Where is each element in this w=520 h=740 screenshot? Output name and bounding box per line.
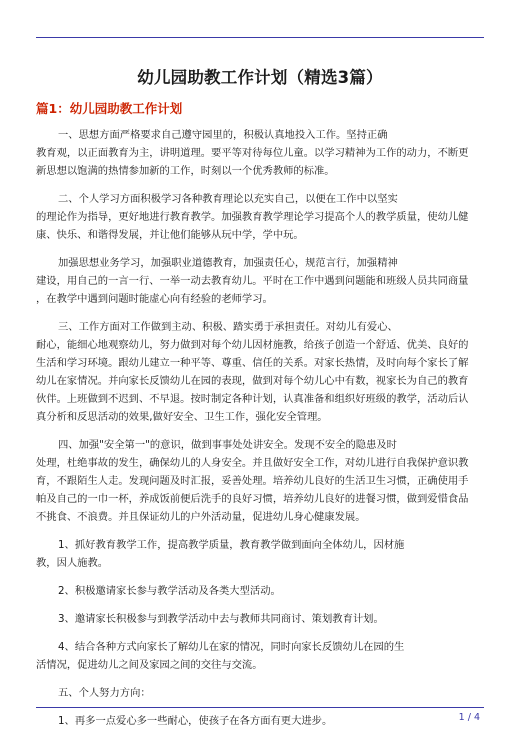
- paragraph: [36, 684, 484, 702]
- paragraph-line: 耐心，能细心地观察幼儿，努力做到对每个幼儿因材施教，给孩子创造一个舒适、优美、良好的: [36, 339, 469, 351]
- paragraph-line: 教育观，以正面教育为主，讲明道理。要平等对待每位儿童。以学习精神为工作的动力，不断更: [36, 147, 469, 159]
- paragraph-line: 育，不跟陌生人走。发现问题及时汇报，妥善处理。培养幼儿良好的生活卫生习惯，正确使用手: [36, 475, 469, 487]
- paragraph-line: 三、工作方面对工作做到主动、积极、踏实勇于承担责任。对幼儿有爱心、: [58, 321, 398, 333]
- paragraph-line: 的理论作为指导，更好地进行教育教学。加强教育教学理论学习提高个人的教学质量，使幼儿健: [36, 211, 469, 223]
- paragraph-line: ，在教学中遇到问题时能虚心向有经验的老师学习。: [36, 293, 273, 305]
- paragraph: [36, 638, 484, 674]
- paragraph-line: 不挑食、不浪费。并且保证幼儿的户外活动量，促进幼儿身心健康发展。: [36, 511, 366, 523]
- paragraph: [36, 536, 484, 572]
- paragraph-line: 伙伴。上班做到不迟到、不早退。按时制定各种计划，认真准备和组织好班级的教学，活动后认: [36, 393, 469, 405]
- paragraph-line: 康、快乐、和谐得发展，并让他们能够从玩中学，学中玩。: [36, 229, 304, 241]
- paragraph: [36, 126, 484, 180]
- paragraph-line: 五、个人努力方向：: [58, 687, 151, 699]
- paragraph-line: 新思想以饱满的热情参加新的工作，时刻以一个优秀教师的标准。: [36, 165, 335, 177]
- paragraph-line: 真分析和反思活动的效果,做好安全、卫生工作，强化安全管理。: [36, 411, 328, 423]
- document-body: [36, 126, 484, 740]
- footer-rule: [36, 707, 484, 708]
- page-number: 1 / 4: [458, 712, 480, 723]
- paragraph: [36, 254, 484, 308]
- paragraph-line: 生活和学习环境。跟幼儿建立一种平等、尊重、信任的关系。对家长热情，及时向每个家长了解: [36, 357, 469, 369]
- paragraph-line: 二、个人学习方面积极学习各种教育理论以充实自己，以便在工作中以坚实: [58, 193, 398, 205]
- paragraph-line: 2、积极邀请家长参与教学活动及各类大型活动。: [58, 585, 281, 597]
- paragraph-line: 处理，杜绝事故的发生，确保幼儿的人身安全。并且做好安全工作，对幼儿进行自我保护意识教: [36, 457, 469, 469]
- paragraph-line: 加强思想业务学习，加强职业道德教育，加强责任心，规范言行，加强精神: [58, 257, 398, 269]
- paragraph-line: 3、邀请家长积极参与到教学活动中去与教师共同商讨、策划教育计划。: [58, 613, 384, 625]
- paragraph: [36, 610, 484, 628]
- paragraph-line: 1、再多一点爱心多一些耐心，使孩子在各方面有更大进步。: [58, 715, 333, 727]
- document-title: 幼儿园助教工作计划（精选3篇）: [137, 68, 383, 87]
- paragraph-line: 幼儿在家情况。并向家长反馈幼儿在园的表现，做到对每个幼儿心中有数，视家长为自己的教育: [36, 375, 469, 387]
- paragraph-line: 4、结合各种方式向家长了解幼儿在家的情况，同时向家长反馈幼儿在园的生: [58, 641, 405, 653]
- paragraph-line: 建设，用自己的一言一行、一举一动去教育幼儿。平时在工作中遇到问题能和班级人员共同商量: [36, 275, 469, 287]
- paragraph-line: 活情况，促进幼儿之间及家园之间的交往与交流。: [36, 659, 263, 671]
- header-rule: [36, 37, 484, 38]
- paragraph-line: 四、加强"安全第一"的意识，做到事事处处讲安全。发现不安全的隐患及时: [58, 439, 397, 451]
- paragraph-line: 教，因人施教。: [36, 557, 109, 569]
- paragraph: [36, 582, 484, 600]
- paragraph: [36, 436, 484, 526]
- paragraph-line: 1、抓好教育教学工作，提高教学质量，教育教学做到面向全体幼儿，因材施: [58, 539, 405, 551]
- paragraph: [36, 712, 484, 730]
- section-heading: 篇1：幼儿园助教工作计划: [36, 101, 183, 116]
- paragraph: [36, 190, 484, 244]
- paragraph: [36, 318, 484, 426]
- paragraph-line: 帕及自己的一巾一杯，养成饭前便后洗手的良好习惯，培养幼儿良好的进餐习惯，做到爱惜食品: [36, 493, 469, 505]
- paragraph-line: 一、思想方面严格要求自己遵守园里的，积极认真地投入工作。坚持正确: [58, 129, 388, 141]
